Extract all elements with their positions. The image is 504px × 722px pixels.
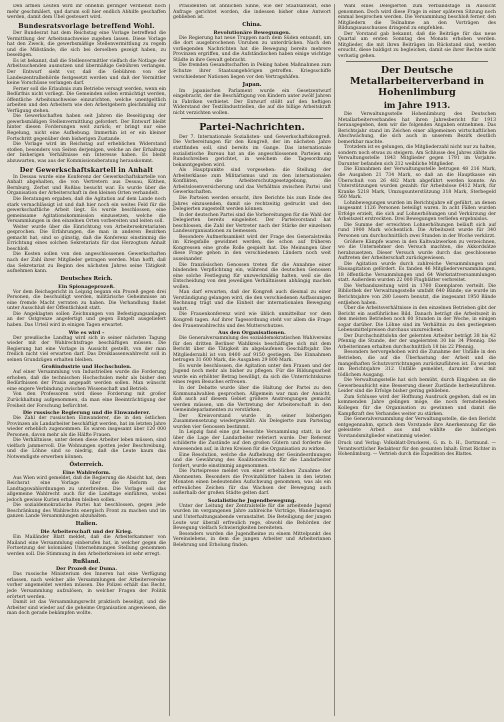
column-right [334, 4, 499, 716]
paragraph: Die Kosten sollen von den angeschlossenen Gewerkschaften nach der Zahl ihrer Mitglieder getragen werden. Man hofft, daß das Sekretariat zu Beginn des nächsten Jahres seine Tätigkeit aufnehmen kann. [7, 252, 166, 275]
section-heading: China. [242, 22, 262, 29]
paragraph: Die Verhältnisse, unter denen diese Arbeiter leben müssen, sind vielfach jammervoll. Die Wohnungen spotten jeder Beschreibung, und die Löhne sind so niedrig, daß die Leute kaum das Notwendigste erwerben können. [7, 438, 166, 460]
feature-headline: Der Deutsche Metallarbeiterverband in Hohenlimburg [350, 64, 484, 98]
paragraph: Die Verwaltungsstelle Hohenlimburg des Deutschen Metallarbeiterverbandes hat ihren Jahresbericht für 1913 herausgegeben, dem wir die folgenden Angaben entnehmen. Das Berichtsjahr stand im Zeichen einer allgemeinen wirtschaftlichen Abschwächung, die sich auch in unserem Bezirk deutlich bemerkbar machte. [338, 111, 496, 145]
section-heading: Japan. [242, 81, 262, 88]
paragraph: Die Gewerkschaften haben seit Jahren die Beseitigung der gewerbsmäßigen Stellenvermittlung gefordert. Der Entwurf bleibt hinter diesen Forderungen weit zurück; er bringt nur eine Regelung, nicht eine Aufhebung. Immerhin ist er ein kleiner Fortschritt gegenüber dem bisherigen Zustande. [7, 114, 166, 142]
section-heading: Rußland. [72, 558, 101, 565]
sub-headline: Revolutionäre Bewegungen. [213, 29, 291, 36]
feature-headline: Partei-Nachrichten. [199, 121, 305, 133]
paragraph: Die Beratungen ergaben, daß die Agitation auf dem Lande noch stark vernachlässigt ist und daß hier noch ein weites Feld für die gewerkschaftliche Arbeit liegt. Es wurde beschlossen, eine gemeinsame Agitationskommission einzusetzen, welche die Versammlungen in den einzelnen Orten vorbereiten und leiten soll. [7, 196, 166, 225]
paragraph: Die Vorlage wird im Reichstag auf erheblichen Widerstand stoßen, besonders von Seiten derjenigen, welche an der Erhaltung der bisherigen Verhältnisse ein Interesse haben. Es bleibt abzuwarten, was aus der Kommissionsberatung herauskommt. [7, 142, 166, 164]
paragraph: Weiter wurde über die Einrichtung von Arbeitersekretariaten gesprochen. Die Erfahrungen, die man in anderen Bezirken gemacht hat, sind so günstig, daß die Konferenz einstimmig die Errichtung eines solchen Sekretariats für das Herzogtum Anhalt beschloß. [7, 224, 166, 252]
sub-headline: Ein Spionageprozeß. [58, 283, 115, 290]
paragraph: Die Einnahmen der Verwaltungsstelle betrugen 48 216 Mark, die Ausgaben 21 734 Mark, so daß an die Hauptkasse ein Überschuß von 26 482 Mark abgeführt werden konnte. An Unterstützungen wurden gezahlt: für Arbeitslose 6412 Mark, für Kranke 5218 Mark, Umzugsunterstützung 318 Mark, Sterbegeld 560 Mark. [338, 167, 496, 201]
paragraph: Die Agitation wurde durch zahlreiche Versammlungen und Hausagitation gefördert. Es fanden 46 Mitgliederversammlungen, 18 öffentliche Versammlungen und 64 Werkstattversammlungen statt. Außerdem wurden 22 000 Flugblätter verbreitet. [338, 261, 496, 284]
paragraph: Die Frauenkonferenz wird wie üblich unmittelbar vor dem Kongreß tagen. Auf ihrer Tagesordnung steht vor allem die Frage des Frauenwahlrechts und des Mutterschutzes. [173, 312, 331, 329]
paragraph: Unter der Leitung der Zentralstelle für die arbeitende Jugend wurden im vergangenen Jahre zahlreiche Vorträge, Wanderungen und Unterhaltungsabende veranstaltet. Die Beteiligung der jungen Leute war überall erfreulich rege, obwohl die Behörden der Bewegung vielfach Schwierigkeiten bereiteten. [173, 503, 331, 532]
column-left [4, 4, 169, 716]
divider-rule [346, 61, 488, 62]
paragraph: Trotzdem ist es gelungen, die Mitgliederzahl nicht nur zu halten, sondern noch etwas zu steigern. Am Schlusse des Jahres zählte die Verwaltungsstelle 1843 Mitglieder gegen 1791 im Vorjahre. Darunter befanden sich 212 weibliche Mitglieder. [338, 145, 496, 167]
paragraph: Die Generalversammlung des sozialdemokratischen Wahlvereins für den dritten Berliner Wahlkreis beschäftigte sich mit dem Bericht über die Tätigkeit im abgelaufenen Geschäftsjahr. Die Mitgliederzahl ist von 8400 auf 9150 gestiegen. Die Einnahmen betrugen 31 600 Mark, die Ausgaben 29 800 Mark. [173, 336, 331, 364]
paragraph: Wahl eines Delegierten zum Verbandstage in Aussicht genommen. Doch wird diese Frage in einer späteren Sitzung noch einmal besprochen werden. Die Versammlung beschloß ferner, den Mitgliedern die Teilnahme an den Vorträgen des Bildungsausschusses dringend zu empfehlen. [338, 4, 496, 32]
paragraph: In Dessau wurde eine Konferenz der Gewerkschaftskartelle von Anhalt abgehalten, die von Vertretern aus Dessau, Köthen, Bernburg, Zerbst und Roßlau besucht war. Es wurde über die Organisation der Arbeiterschaft in den kleinen Orten verhandelt. [7, 174, 166, 197]
feature-subheadline: im Jahre 1913. [383, 99, 451, 110]
paragraph: Die Generalversammlung der Verwaltungsstelle, die den Bericht entgegennahm, sprach dem Vorstande ihre Anerkennung für die geleistete Arbeit aus und wählte die bisherigen Vorstandsmitglieder einstimmig wieder. [338, 417, 496, 439]
paragraph: Der 7. Internationale Sozialisten- und Gewerkschaftskongreß. Die Vorbereitungen für den Kongreß, der im nächsten Jahre stattfinden soll, sind bereits im Gange. Das internationale sozialistische Bureau hat an die angeschlossenen Parteien ein Rundschreiben gerichtet, in welchem die Tagesordnung bekanntgegeben wird. [173, 134, 331, 168]
divider-rule [181, 118, 323, 119]
paragraph: Zum Schlusse wird der Hoffnung Ausdruck gegeben, daß es im kommenden Jahre gelingen möge, die noch fernstehenden Kollegen für die Organisation zu gewinnen und damit die Kampfkraft des Verbandes weiter zu stärken. [338, 394, 496, 417]
sub-headline: Aus den Organisationen. [218, 330, 286, 337]
sub-headline: Eine Wahlreform. [62, 469, 111, 476]
sub-headline: Großindustrie und Hochschulen. [41, 364, 132, 371]
paragraph: Die fremden Gesandtschaften in Peking haben Maßnahmen zum Schutze ihrer Staatsangehörigen getroffen. Kriegsschiffe verschiedener Nationen liegen vor den Vertragshäfen. [173, 63, 331, 80]
paragraph: Den armen Leuten wird ihr ohnehin geringer Verdienst noch mehr geschmälert, und darum soll hier endlich Abhilfe geschaffen werden, damit dem Übel gesteuert wird. [7, 4, 166, 21]
paragraph: Der Vorstand gab bekannt, daß die Beiträge für das neue Quartal am ersten Sonntag des Monats erhoben werden. Mitglieder, die mit ihren Beiträgen im Rückstand sind, werden ersucht, diese baldigst zu begleichen, damit sie ihrer Rechte nicht verlustig gehen. [338, 31, 496, 59]
paragraph: Ein Mailänder Blatt meldet, daß die Arbeiterkammer von Mailand eine Versammlung einberufen hat, in welcher gegen die Fortsetzung der kolonialen Unternehmungen Stellung genommen werden soll. Die Stimmung in den Arbeiterkreisen ist sehr erregt. [7, 535, 166, 557]
paragraph: Der preußische Landtag wird sich in seiner nächsten Tagung wieder mit der Wahlrechtsfrage beschäftigen müssen. Die Regierung hat eine Vorlage in Aussicht gestellt, von der man freilich nicht viel erwarten darf. Das Dreiklassenwahlrecht soll in seinen Grundzügen erhalten bleiben. [7, 335, 166, 363]
paragraph: Größere Kämpfe waren in den Kaltwalzwerken zu verzeichnen, wo die Unternehmer den Versuch machten, die Akkordsätze herabzusetzen. Dieser Versuch wurde durch das geschlossene Auftreten der Arbeiterschaft zurückgewiesen. [338, 239, 496, 262]
sub-headline: Sozialistische Jugendbewegung. [207, 497, 297, 504]
paragraph: In der deutschen Partei sind die Vorbereitungen für die Wahl der Delegierten bereits eingeleitet. Der Parteivorstand hat beschlossen, die Zahl der Vertreter nach der Stärke der einzelnen Landesorganisationen zu bemessen. [173, 212, 331, 235]
paragraph: Die französischen Genossen treten für die Annahme einer bindenden Verpflichtung ein, während die deutschen Genossen eine solche Festlegung für unzweckmäßig halten, weil sie die Entscheidung von den jeweiligen Verhältnissen abhängig machen wollen. [173, 262, 331, 290]
paragraph: Das russische Ministerium des Inneren hat eine Verfügung erlassen, nach welcher alle Versammlungen der Arbeitervereine vorher angemeldet werden müssen. Die Polizei erhält das Recht, jede Versammlung aufzulösen, in welcher Fragen der Politik erörtert werden. [7, 572, 166, 600]
paragraph: Der Kreisvorstand wurde in seiner bisherigen Zusammensetzung wiedergewählt. Als Delegierte zum Parteitag wurden vier Genossen bestimmt. [173, 413, 331, 430]
paragraph: Besonders wurden die Jugendheime zu einem Mittelpunkt des Vereinslebens, in dem die jungen Arbeiter und Arbeiterinnen Belehrung und Erholung finden. [173, 531, 331, 548]
paragraph: Ferner soll die Erlaubnis zum Betriebe versagt werden, wenn ein Bedürfnis nicht vorliegt. Die Gemeinden sollen ermächtigt werden, öffentliche Arbeitsnachweise einzurichten, welche unentgeltlich arbeiten und den Arbeitern wie den Arbeitgebern gleichmäßig zur Verfügung stehen. [7, 86, 166, 114]
paragraph: Auf einer Versammlung von Industriellen wurde die Forderung erhoben, daß die technischen Hochschulen mehr als bisher den Bedürfnissen der Praxis angepaßt werden sollen. Man wünscht eine engere Verbindung zwischen Wissenschaft und Betrieb. [7, 370, 166, 392]
paragraph: Besondere Aufmerksamkeit wird der Frage des Generalstreiks im Kriegsfalle gewidmet werden, die schon auf früheren Kongressen eine große Rolle gespielt hat. Die Meinungen über diese Frage gehen in den verschiedenen Ländern noch weit auseinander. [173, 234, 331, 262]
paragraph: Die Angeklagten sollen Zeichnungen von Befestigungsanlagen an der Ostgrenze angefertigt und gegen Entgelt ausgeliefert haben. Das Urteil wird in einigen Tagen erwartet. [7, 311, 166, 328]
paragraph: Die Summe der erreichten Lohnerhöhungen beläuft sich auf rund 1900 Mark wöchentlich. Die Arbeitszeit wurde für 340 Personen um durchschnittlich zwei Stunden in der Woche verkürzt. [338, 222, 496, 239]
paragraph: Es ist bekannt, daß die Stellenvermittler vielfach die Notlage der Arbeitsuchenden ausnutzen und übermäßige Gebühren verlangen. Der Entwurf sieht vor, daß die Gebühren von der Landeszentralbehörde festgesetzt werden und daß der Vermittler keine Vorschüsse verlangen darf. [7, 58, 166, 87]
paragraph: Eine Resolution, welche die Aufhebung der Gesindeordnungen und die Gewährung des Koalitionsrechts für die Landarbeiter fordert, wurde einstimmig angenommen. [173, 452, 331, 469]
paragraph: Lohnbewegungen wurden im Berichtsjahre elf geführt, an denen insgesamt 1126 Personen beteiligt waren. In acht Fällen wurden Erfolge erzielt, die sich auf Lohnerhöhungen und Verkürzung der Arbeitszeit erstreckten. Drei Bewegungen verliefen ergebnislos. [338, 200, 496, 223]
paragraph: Die sozialdemokratische Partei hat beschlossen, gegen jede Beschränkung des Wahlrechts energisch Front zu machen und im ganzen Lande Versammlungen abzuhalten. [7, 503, 166, 520]
paragraph: Die Verbandszeitung wird in 1760 Exemplaren verteilt. Die Bibliothek der Verwaltungsstelle umfaßt 640 Bände; sie wurde im Berichtsjahre von 280 Lesern benutzt, die insgesamt 1950 Bände entliehen haben. [338, 283, 496, 306]
paragraph: Besonders hervorgehoben wird die Zunahme der Unfälle in den Betrieben, die auf die Überhastung der Arbeit und die mangelhaften Schutzvorrichtungen zurückzuführen ist. Es wurden im Berichtsjahre 312 Unfälle gemeldet, darunter drei mit tödlichem Ausgang. [338, 350, 496, 378]
section-heading: Italien. [75, 521, 98, 528]
paragraph: Von den Professoren wird diese Forderung mit großer Zurückhaltung aufgenommen, da man eine Beeinträchtigung der Freiheit der Forschung befürchtet. [7, 392, 166, 409]
paragraph: Damit ist das Versammlungsrecht praktisch beseitigt, und die Arbeiter sind wieder auf die geheime Organisation angewiesen, die man doch gerade bekämpfen wollte. [7, 600, 166, 617]
paragraph: Man darf erwarten, daß der Kongreß auch diesmal zu einer Verständigung gelangen wird, die den verschiedenen Auffassungen Rechnung trägt und die Einheit der internationalen Bewegung wahrt. [173, 290, 331, 312]
paragraph: Die Verwaltungsstelle hat sich bemüht, durch Eingaben an die Gewerbeaufsicht eine Besserung dieser Zustände herbeizuführen. Leider sind die Erfolge bisher gering geblieben. [338, 378, 496, 395]
article-headline: Der Gewerkschaftskartell in Anhalt [19, 165, 154, 174]
paragraph: Die Parteipresse meldet von einer erheblichen Zunahme der Abonnenten. Besonders die Provinzblätter haben in den letzten Monaten einen bedeutenden Aufschwung genommen, was als ein erfreuliches Zeichen für das Wachsen der Bewegung auch außerhalb der großen Städte gelten darf. [173, 469, 331, 497]
paragraph: Der Bundesrat hat dem Reichstag eine Vorlage betreffend die Vermittlung der Arbeitsnachweise zugehen lassen. Diese Vorlage hat den Zweck, die gewerbsmäßige Stellenvermittlung zu regeln und die Mißstände, die sich bei derselben gezeigt haben, zu beseitigen. [7, 31, 166, 59]
column-middle [169, 4, 334, 716]
paragraph: Präsidenten ist ähnlichen Sinne, wie der Staatsanwalt, eine Anfrage gerichtet worden, die indessen bisher ohne Antwort geblieben ist. [173, 4, 331, 21]
paragraph: Über die Arbeitsverhältnisse in den einzelnen Betrieben gibt der Bericht ein ausführliches Bild. Danach beträgt die Arbeitszeit in den meisten Betrieben noch 60 Stunden in der Woche, in einigen sogar darüber. Die Löhne sind im Verhältnis zu den gestiegenen Lebensmittelpreisen durchaus unzureichend. [338, 306, 496, 334]
paragraph: Die Parteien werden ersucht, ihre Berichte bis zum Ende des Jahres einzusenden, damit sie rechtzeitig gedruckt und den Delegierten zugestellt werden können. [173, 195, 331, 213]
paragraph: Im japanischen Parlament wurde ein Gesetzentwurf eingebracht, der die Beschäftigung von Kindern unter zwölf Jahren in Fabriken verbietet. Der Entwurf stößt auf den heftigen Widerstand der Textilindustriellen, die auf die billige Arbeitskraft nicht verzichten wollen. [173, 88, 331, 116]
sub-headline: Die Arbeiterschaft und der Krieg. [40, 529, 133, 536]
paragraph: Die Zahl der russischen Einwanderer, die in den östlichen Provinzen als Landarbeiter beschäftigt werden, hat im letzten Jahre wieder erheblich zugenommen. Es waren insgesamt über 120 000 Personen, davon mehr als die Hälfte Frauen. [7, 416, 166, 438]
sub-headline: Der Prozeß der Duma. [55, 566, 118, 573]
section-heading: Österreich. [69, 461, 104, 468]
article-headline: Bundesratsvorlage betreffend Wohl. [18, 22, 155, 31]
imprint-footer: Druck und Verlag: Volksblatt-Druckerei, G. m. b. H., Dortmund. — Verantwortlicher Redakteur für den gesamten Inhalt: Ernst Richter in Hohenlimburg. — Vertrieb durch die Expedition des Blattes. [338, 441, 496, 457]
paragraph: Der Durchschnittslohn der gelernten Arbeiter beträgt 38 bis 42 Pfennig die Stunde, der der ungelernten 30 bis 34 Pfennig. Die Arbeiterinnen erhalten durchschnittlich 18 bis 22 Pfennig. [338, 333, 496, 350]
paragraph: Aus Wien wird gemeldet, daß die Regierung die Absicht hat, dem Reichsrat eine Vorlage über die Reform der Landtagswahlordnungen zu unterbreiten. Die Vorlage soll das allgemeine Wahlrecht auch für die Landtage einführen, wobei jedoch gewisse Kurien erhalten bleiben sollen. [7, 475, 166, 503]
sub-headline: Wie es wird – [68, 329, 105, 336]
paragraph: In Leipzig fand eine gut besuchte Versammlung statt, in der über die Lage der Landarbeiter referiert wurde. Der Referent schilderte die Zustände auf den großen Gütern und forderte die Anwesenden auf, in ihren Kreisen für die Organisation zu wirken. [173, 430, 331, 453]
section-heading: Deutsches Reich. [60, 276, 113, 283]
paragraph: In der Debatte wurde über die Haltung der Partei zu den Kommunalwahlen gesprochen. Allgemein war man der Ansicht, daß auch auf diesem Gebiet größere Anstrengungen gemacht werden müssen, um die Vertretung der Arbeiterschaft in den Gemeindeparlamenten zu verstärken. [173, 386, 331, 414]
paragraph: Vor dem Reichsgericht in Leipzig begann ein Prozeß gegen drei Personen, die beschuldigt werden, militärische Geheimnisse an eine fremde Macht verraten zu haben. Die Verhandlung findet unter Ausschluß der Öffentlichkeit statt. [7, 289, 166, 312]
paragraph: Die Regierung hat neue Truppen nach dem Süden entsandt, um die dort ausgebrochenen Unruhen zu unterdrücken. Nach den vorliegenden Nachrichten hat die Bewegung bereits mehrere Provinzen ergriffen, und die Aufständischen haben einige wichtige Städte in ihre Gewalt gebracht. [173, 35, 331, 63]
sub-headline: Die russische Regierung und die Einwanderer. [22, 410, 151, 417]
paragraph: Als Hauptpunkte sind vorgesehen: die Stellung der Arbeiterklasse zum Militarismus und zu den internationalen Konflikten, die Arbeiterschutzgesetzgebung, die Arbeitslosenversicherung und das Verhältnis zwischen Partei und Gewerkschaften. [173, 168, 331, 196]
paragraph: Es wurde beschlossen, die Agitation unter den Frauen und der Jugend noch mehr als bisher zu pflegen. Für die Bildungsarbeit wurde ein erhöhter Betrag bewilligt, da sich die Unterrichtskurse eines regen Besuches erfreuen. [173, 363, 331, 386]
